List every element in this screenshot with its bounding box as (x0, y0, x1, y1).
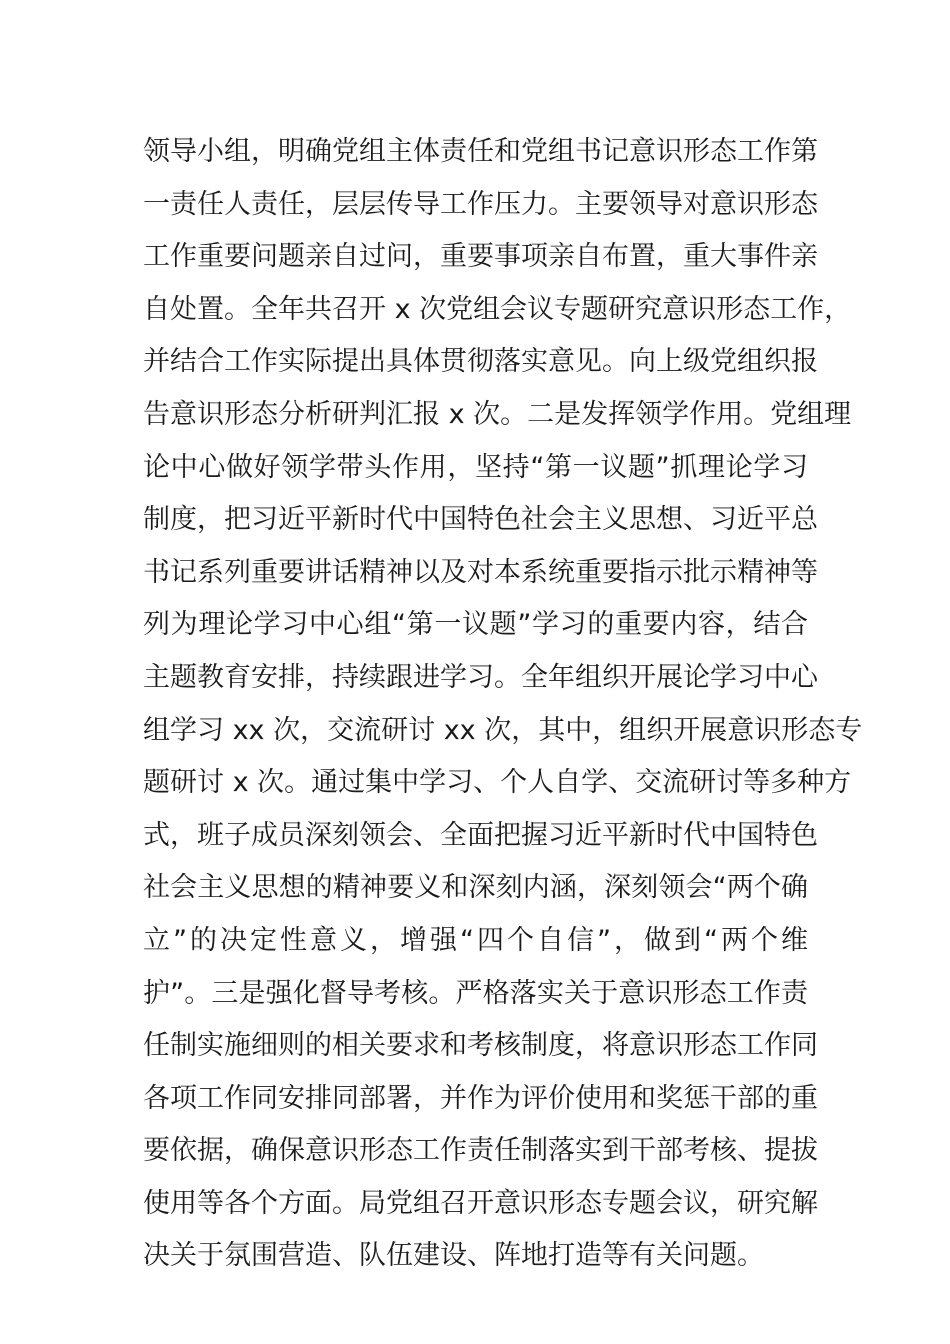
text-line: 要依据，确保意识形态工作责任制落实到干部考核、提拔 (143, 1135, 818, 1167)
text-line: 自处置。全年共召开 x 次党组会议专题研究意识形态工作， (143, 293, 852, 325)
body-paragraph (143, 126, 863, 1283)
text-line: 并结合工作实际提出具体贯彻落实意见。向上级党组织报 (143, 346, 818, 378)
text-line: 论中心做好领学带头作用，坚持“第一议题”抓理论学习 (143, 451, 808, 483)
text-line: 题研讨 x 次。通过集中学习、个人自学、交流研讨等多种方 (143, 767, 852, 799)
text-line: 主题教育安排，持续跟进学习。全年组织开展论学习中心 (143, 661, 818, 693)
text-line: 各项工作同安排同部署，并作为评价使用和奖惩干部的重 (143, 1082, 818, 1114)
text-line: 制度，把习近平新时代中国特色社会主义思想、习近平总 (143, 504, 818, 536)
text-line: 使用等各个方面。局党组召开意识形态专题会议，研究解 (143, 1187, 818, 1219)
text-line: 组学习 xx 次，交流研讨 xx 次，其中，组织开展意识形态专 (143, 714, 863, 746)
text-line: 告意识形态分析研判汇报 x 次。二是发挥领学作用。党组理 (143, 398, 852, 430)
text-line: 列为理论学习中心组“第一议题”学习的重要内容，结合 (143, 609, 808, 641)
text-line: 工作重要问题亲自过问，重要事项亲自布置，重大事件亲 (143, 241, 818, 273)
text-line: 书记系列重要讲话精神以及对本系统重要指示批示精神等 (143, 556, 818, 588)
text-line: 式，班子成员深刻领会、全面把握习近平新时代中国特色 (143, 819, 818, 851)
text-line: 社会主义思想的精神要义和深刻内涵，深刻领会“两个确 (143, 872, 808, 904)
text-line: 任制实施细则的相关要求和考核制度，将意识形态工作同 (143, 1030, 818, 1062)
text-line: 立”的决定性意义，增强“四个自信”，做到“两个维 (143, 924, 808, 956)
text-line: 一责任人责任，层层传导工作压力。主要领导对意识形态 (143, 188, 818, 220)
text-line: 护”。三是强化督导考核。严格落实关于意识形态工作责 (143, 977, 808, 1009)
text-line: 领导小组，明确党组主体责任和党组书记意识形态工作第 (143, 136, 818, 167)
text-line: 决关于氛围营造、队伍建设、阵地打造等有关问题。 (143, 1240, 764, 1272)
